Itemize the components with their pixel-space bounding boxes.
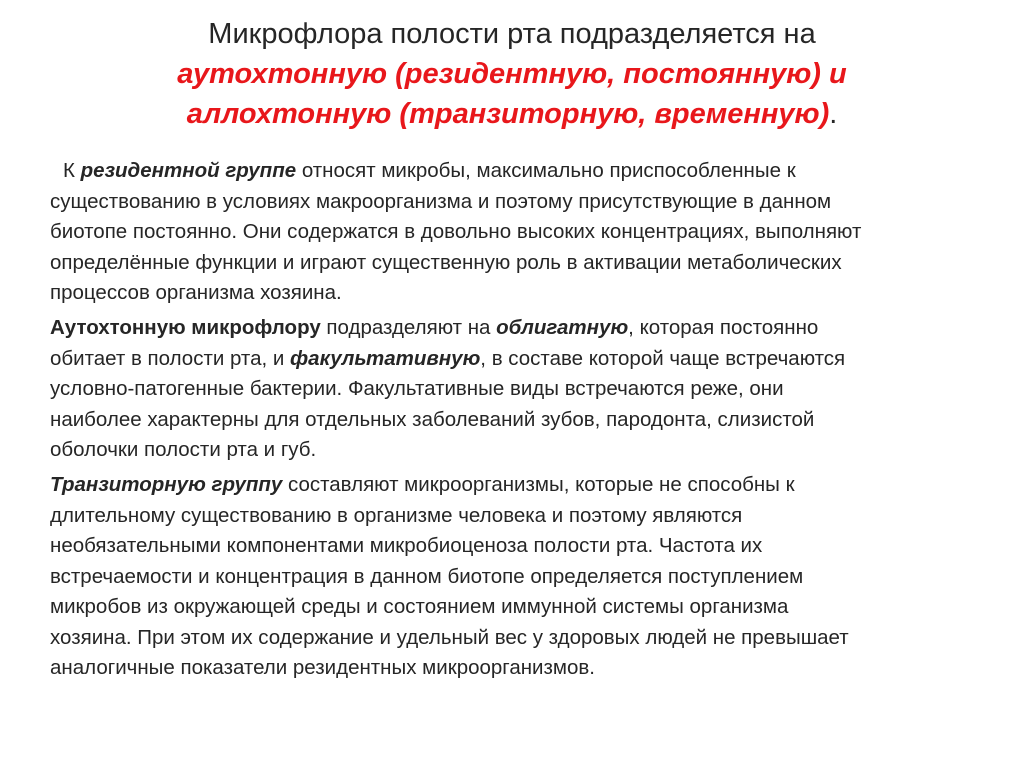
- title-line-1: Микрофлора полости рта подразделяется на: [208, 18, 816, 50]
- paragraph-line: биотопе постоянно. Они содержатся в довольно высоких концентрациях, выполняют: [50, 220, 862, 243]
- paragraph-transient: [50, 470, 980, 684]
- paragraph-line: [50, 313, 980, 344]
- paragraph-line: длительному существованию в организме человека и поэтому являются: [50, 503, 743, 527]
- text-fragment: относят микробы, максимально приспособленные к: [296, 159, 796, 182]
- paragraph-line: оболочки полости рта и губ.: [50, 438, 317, 461]
- paragraph-line: [50, 344, 980, 375]
- term-transient-group: Транзиторную группу: [50, 473, 283, 496]
- paragraph-line: определённые функции и играют существенную роль в активации метаболических: [50, 250, 842, 274]
- title-line-3: [40, 94, 984, 134]
- text-fragment: подразделяют на: [320, 316, 497, 339]
- text-fragment: К: [63, 159, 81, 182]
- term-autochthonous-microflora: Аутохтонную микрофлору: [50, 316, 321, 339]
- title-line-2: аутохтонную (резидентную, постоянную) и: [177, 58, 847, 90]
- text-fragment: обитает в полости рта, и: [50, 346, 291, 370]
- paragraph-line: условно-патогенные бактерии. Факультативные виды встречаются реже, они: [50, 377, 784, 400]
- paragraph-line: аналогичные показатели резидентных микроорганизмов.: [50, 656, 595, 679]
- text-fragment: составляют микроорганизмы, которые не способны к: [282, 473, 795, 496]
- text-fragment: , которая постоянно: [628, 316, 819, 339]
- paragraph-line: [50, 470, 980, 501]
- paragraph-line: хозяина. При этом их содержание и удельный вес у здоровых людей не превышает: [50, 625, 849, 649]
- paragraph-autochthonous: [50, 313, 980, 466]
- slide-body: [50, 156, 980, 688]
- paragraph-line: необязательными компонентами микробиоценоза полости рта. Частота их: [50, 534, 763, 557]
- term-facultative: факультативную: [290, 346, 481, 370]
- paragraph-line: микробов из окружающей среды и состоянием иммунной системы организма: [50, 595, 789, 618]
- term-obligate: облигатную: [496, 316, 629, 339]
- paragraph-line: процессов организма хозяина.: [50, 281, 342, 304]
- paragraph-line: [50, 156, 980, 187]
- paragraph-resident: [50, 156, 980, 309]
- title-line-3-term: аллохтонную (транзиторную, временную): [186, 98, 830, 130]
- term-resident-group: резидентной группе: [80, 159, 297, 182]
- paragraph-line: встречаемости и концентрация в данном биотопе определяется поступлением: [50, 564, 804, 588]
- slide-title: [40, 14, 984, 134]
- paragraph-line: существованию в условиях макроорганизма и поэтому присутствующие в данном: [50, 189, 832, 213]
- text-fragment: , в составе которой чаще встречаются: [480, 346, 846, 370]
- paragraph-line: наиболее характерны для отдельных заболеваний зубов, пародонта, слизистой: [50, 407, 815, 431]
- title-line-3-period: .: [829, 98, 838, 130]
